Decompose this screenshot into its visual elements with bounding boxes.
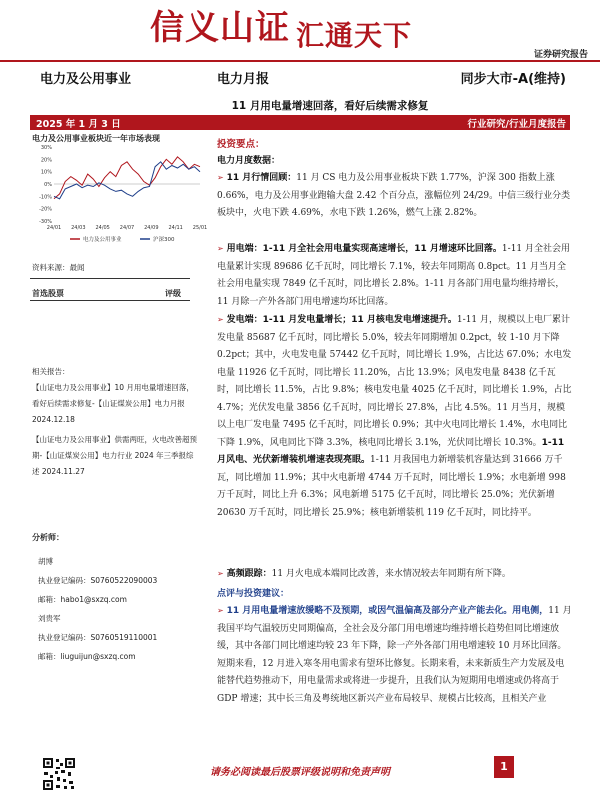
- y-tick-label: -30%: [39, 219, 52, 225]
- analyst-name: 胡博: [38, 557, 53, 566]
- performance-chart: [30, 143, 208, 251]
- brand-tag: 证券研究报告: [533, 50, 588, 60]
- analyst-email[interactable]: 邮箱：habo1@sxzq.com: [38, 595, 127, 604]
- para-body: 11 月火电成本端同比改善，来水情况较去年同期有所下降。: [271, 569, 511, 579]
- qr-code-icon: [42, 757, 76, 791]
- x-tick-label: 25/01: [192, 225, 208, 231]
- y-tick-label: 10%: [40, 169, 52, 176]
- para-body: 1-11 月我国电力新增装机容量达到 31666 万千瓦，同比增加 11.9%；其中火电新增 4744 万千瓦时，同比增长 1.9%；水电新增 998 万千瓦时，同比上升 6.3%；风电新增 5175 亿千瓦时，同比增长 25.0%；光伏新增 20630 万千瓦时，同比增长 25.9%；核电新增装机 119 亿千瓦时，同比持平。: [217, 455, 566, 518]
- x-tick-label: 24/01: [46, 225, 62, 231]
- para-body: 11 月 CS 电力及公用事业板块下跌 1.77%，沪深 300 指数上涨 0.66%，电力及公用事业跑输大盘 2.42 个百分点，涨幅位列 24/29。中信三级行业分类板块中，火电下跌 4.69%，水电下跌 1.26%，燃气上涨 2.82%。: [217, 173, 571, 218]
- key-points-heading: 投资要点：: [217, 139, 265, 150]
- picks-rating-header: 评级: [165, 289, 181, 298]
- analyst-email[interactable]: 邮箱：liuguijun@sxzq.com: [38, 652, 136, 661]
- para-head: 发电端：: [226, 315, 263, 325]
- analyst-name: 刘贵军: [38, 614, 61, 623]
- para-bold: 1-11 月发电量增长；11 月核电发电增速提升。: [262, 315, 457, 325]
- analyst-cert: 执业登记编码：S0760522090003: [38, 576, 158, 585]
- para-bold: 11 月用电量增速放缓略不及预期，或因气温偏高及部分产业产能去化。: [226, 606, 513, 616]
- chart-source: 资料来源：最闻: [32, 263, 85, 272]
- rating-label: 同步大市-A(维持): [460, 72, 566, 87]
- paragraph-market-review: [217, 169, 572, 223]
- related-reports-title: 相关报告：: [32, 367, 70, 376]
- analyst-title: 分析师：: [32, 533, 64, 542]
- monthly-data-heading: 电力月度数据：: [217, 156, 281, 166]
- report-date: 2025 年 1 月 3 日: [36, 119, 121, 130]
- paragraph-consumption: [217, 240, 572, 311]
- report-subtitle: 11 月用电量增速回落，看好后续需求修复: [231, 100, 429, 112]
- para-body: 1-11 月全社会用电量累计实现 89686 亿千瓦时，同比增长 7.1%，较去年同期高 0.8pct。11 月当月全社会用电量实现 7849 亿千瓦时，同比增长 2.8%。1-11 月各部门用电量均维持增长，11 月除一产外各部门用电增速均环比回落。: [217, 244, 571, 307]
- para-head: 高频跟踪：: [226, 569, 272, 579]
- related-report-link[interactable]: 【山证电力及公用事业】供需两旺，火电改善超预期-【山证煤炭公用】电力行业 2024 年三季报综述 2024.11.27: [32, 435, 197, 476]
- slogan-part-1: 信义山证: [150, 8, 290, 48]
- bullet-icon: ➢: [217, 569, 224, 578]
- para-head: 用电端：: [226, 244, 263, 254]
- page-number: 1: [494, 756, 514, 778]
- legend-label: 沪深300: [153, 237, 175, 243]
- chart-title: 电力及公用事业板块近一年市场表现: [32, 134, 160, 143]
- bullet-icon: ➢: [217, 606, 224, 615]
- related-report-link[interactable]: 【山证电力及公用事业】10 月用电量增速回落，看好后续需求修复-【山证煤炭公用】电力月报 2024.12.18: [32, 383, 194, 424]
- paragraph-comment: [217, 602, 572, 708]
- divider: [30, 278, 190, 279]
- x-tick-label: 24/07: [119, 225, 135, 231]
- x-tick-label: 24/03: [71, 225, 86, 231]
- para-body: 11 月我国平均气温较历史同期偏高，全社会及分部门用电增速均维持增长趋势但同比增速放缓，其中各部门同比增速均较 23 年下降，除一产外各部门用电增速较 10 月环比回落。短期来看，12 月进入寒冬用电需求有望环比修复。长期来看，未来新质生产力发展及电能替代趋势推动下，用电量需求或将进一步提升，且我们认为短期用电增速或仍将高于 GDP 增速；其中长三角及粤统地区新兴产业布局较早、规模占比较高，且相关产业: [217, 606, 572, 704]
- divider: [30, 300, 190, 301]
- banner-slogan: [150, 0, 490, 52]
- analyst-cert: 执业登记编码：S0760519110001: [38, 633, 158, 642]
- x-tick-label: 24/09: [144, 225, 159, 231]
- report-name: 电力月报: [217, 72, 270, 87]
- para-bold: 1-11 月风电、光伏新增装机增速表现亮眼。: [217, 437, 565, 465]
- para-bold: 用电侧，: [512, 606, 549, 616]
- para-bold: 1-11 月全社会用电量实现高速增长，11 月增速环比回落。: [262, 244, 502, 254]
- y-tick-label: -10%: [39, 194, 52, 201]
- x-tick-label: 24/05: [95, 225, 110, 231]
- comment-heading: 点评与投资建议：: [217, 589, 290, 599]
- legend-label: 电力及公用事业: [83, 237, 122, 243]
- y-tick-label: 0%: [44, 182, 52, 188]
- para-body: 1-11 月，规模以上电厂累计发电量 85687 亿千瓦时，同比增长 5.0%，较去年同期增加 0.2pct，较 1-10 月下降 0.2pct；其中，火电发电量 57442 亿千瓦时，同比增长 1.9%，占比达 67.0%；水电发电量 11926 亿千瓦时，同比增长 11.20%，占比 13.9%；风电发电量 8438 亿千瓦时，同比增长 11.5%，占比 9.8%；核电发电量 4025 亿千瓦时，同比增长 1.9%，占比 4.7%；光伏发电量 3856 亿千瓦时，同比增长 27.8%，占比 4.5%。11 月当月，规模以上电厂发电量 7495 亿千瓦时，同比增长 0.9%；其中火电同比增长 1.4%，水电同比下降 1.9%，风电同比下降 3.3%，核电同比增长 3.1%，光伏同比增长 10.3%。: [217, 315, 572, 448]
- y-tick-label: -20%: [39, 206, 52, 213]
- picks-header: 首选股票: [32, 289, 64, 298]
- sector-title: 电力及公用事业: [40, 72, 132, 87]
- header-divider: [0, 60, 600, 62]
- report-type: 行业研究/行业月度报告: [467, 119, 566, 130]
- bullet-icon: ➢: [217, 244, 224, 253]
- y-tick-label: 20%: [40, 157, 52, 164]
- y-tick-label: 30%: [40, 145, 52, 151]
- bullet-icon: ➢: [217, 173, 224, 182]
- bullet-icon: ➢: [217, 315, 224, 324]
- paragraph-tracking: [217, 565, 572, 584]
- paragraph-generation: [217, 311, 572, 522]
- series-line: [54, 157, 200, 199]
- x-tick-label: 24/11: [168, 225, 183, 231]
- disclaimer-text[interactable]: 请务必阅读最后股票评级说明和免责声明: [210, 767, 390, 778]
- slogan-part-2: 汇通天下: [296, 19, 413, 52]
- para-head: 11 月行情回顾：: [226, 173, 297, 183]
